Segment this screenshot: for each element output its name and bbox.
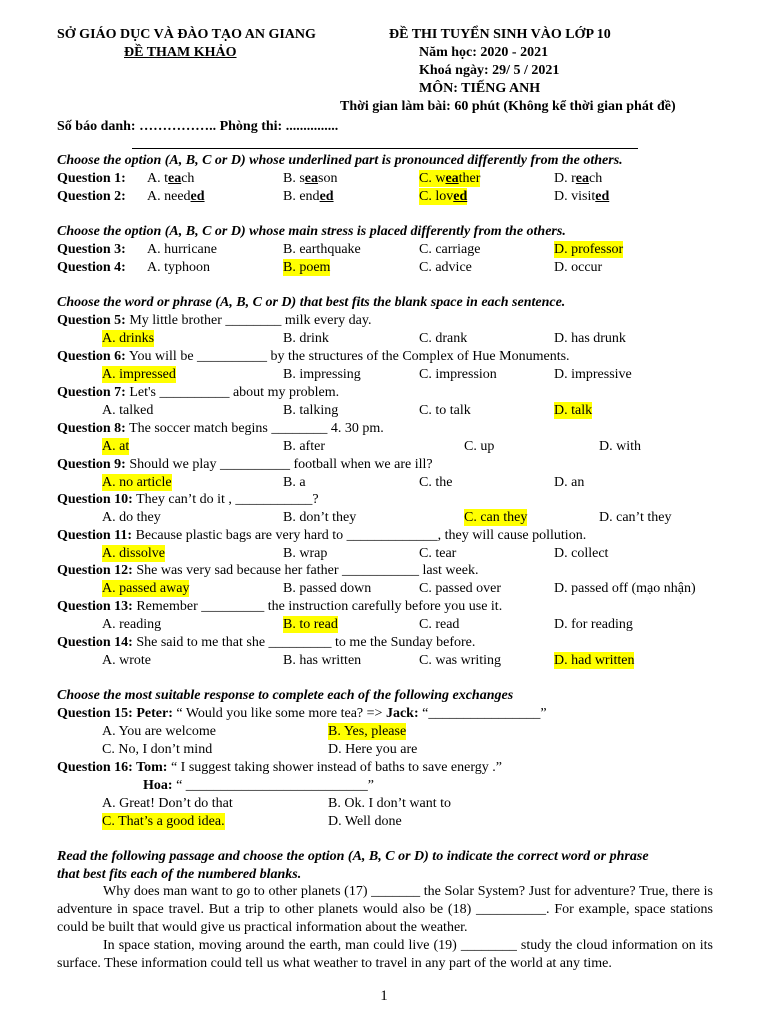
q9-option-c: C. the bbox=[419, 475, 453, 490]
section2-instruction: Choose the option (A, B, C or D) whose main stress is placed differently from the others. bbox=[57, 224, 566, 239]
exam-title: ĐỀ THI TUYỂN SINH VÀO LỚP 10 bbox=[389, 27, 611, 42]
q1-option-a: A. teach bbox=[147, 171, 195, 186]
q7-option-c: C. to talk bbox=[419, 403, 471, 418]
q12-option-c: C. passed over bbox=[419, 581, 502, 596]
q7-option-d: D. talk bbox=[554, 403, 593, 418]
q16-stem: Question 16: Tom: “ I suggest taking shower instead of baths to save energy .” bbox=[57, 760, 502, 775]
exam-type: ĐỀ THAM KHẢO bbox=[124, 45, 237, 60]
q13-stem: Question 13: Remember _________ the instruction carefully before you use it. bbox=[57, 599, 503, 614]
q3-option-d: D. professor bbox=[554, 242, 624, 257]
q12-option-d: D. passed off (mạo nhận) bbox=[554, 581, 696, 596]
q9-stem: Question 9: Should we play __________ football when we are ill? bbox=[57, 457, 433, 472]
q15-option-b: B. Yes, please bbox=[328, 724, 407, 739]
q15-option-c: C. No, I don’t mind bbox=[102, 742, 213, 757]
q2-option-b: B. ended bbox=[283, 189, 334, 204]
q1-option-d: D. reach bbox=[554, 171, 603, 186]
q5-option-d: D. has drunk bbox=[554, 331, 626, 346]
q3-option-b: B. earthquake bbox=[283, 242, 361, 257]
passage-paragraph-1: Why does man want to go to other planets (17) _______ the Solar System? Just for adventure? True, there is adventure in space travel. But a trip to other planets would also be (18) __________. For example, space stations could be built that would give us practical information about the weather. bbox=[57, 884, 713, 935]
section5-instruction-line2: that best fits each of the numbered blanks. bbox=[57, 867, 302, 882]
q11-option-d: D. collect bbox=[554, 546, 609, 561]
q4-label: Question 4: bbox=[57, 260, 126, 275]
q4-option-a: A. typhoon bbox=[147, 260, 210, 275]
q5-option-b: B. drink bbox=[283, 331, 329, 346]
section3-instruction: Choose the word or phrase (A, B, C or D) that best fits the blank space in each sentence. bbox=[57, 295, 566, 310]
q8-option-c: C. up bbox=[464, 439, 495, 454]
q9-option-a: A. no article bbox=[102, 475, 172, 490]
q6-option-c: C. impression bbox=[419, 367, 497, 382]
q10-option-a: A. do they bbox=[102, 510, 161, 525]
q6-option-b: B. impressing bbox=[283, 367, 361, 382]
q10-option-d: D. can’t they bbox=[599, 510, 672, 525]
q12-option-b: B. passed down bbox=[283, 581, 372, 596]
q8-option-b: B. after bbox=[283, 439, 325, 454]
q15-option-a: A. You are welcome bbox=[102, 724, 216, 739]
q4-option-d: D. occur bbox=[554, 260, 603, 275]
exam-subject: MÔN: TIẾNG ANH bbox=[419, 81, 541, 96]
q13-option-d: D. for reading bbox=[554, 617, 633, 632]
school-year: Năm học: 2020 - 2021 bbox=[419, 45, 549, 60]
header-divider bbox=[132, 148, 638, 149]
q1-option-b: B. season bbox=[283, 171, 338, 186]
q2-option-d: D. visited bbox=[554, 189, 610, 204]
q9-option-b: B. a bbox=[283, 475, 306, 490]
reading-passage bbox=[57, 883, 713, 973]
q3-option-c: C. carriage bbox=[419, 242, 481, 257]
q2-label: Question 2: bbox=[57, 189, 126, 204]
q3-label: Question 3: bbox=[57, 242, 126, 257]
q5-option-c: C. drank bbox=[419, 331, 468, 346]
q7-stem: Question 7: Let's __________ about my problem. bbox=[57, 385, 340, 400]
q4-option-c: C. advice bbox=[419, 260, 472, 275]
q11-option-a: A. dissolve bbox=[102, 546, 165, 561]
q14-option-b: B. has written bbox=[283, 653, 362, 668]
q15-option-d: D. Here you are bbox=[328, 742, 418, 757]
sbd-dots: …………….. bbox=[139, 119, 220, 134]
q8-option-d: D. with bbox=[599, 439, 641, 454]
q5-option-a: A. drinks bbox=[102, 331, 155, 346]
passage-paragraph-2: In space station, moving around the earth, man could live (19) ________ study the cloud information on its surface. These information could tell us what weather to travel in any part of the world at any time. bbox=[57, 938, 713, 971]
department-name: SỞ GIÁO DỤC VÀ ĐÀO TẠO AN GIANG bbox=[57, 27, 316, 42]
room-dots: ............... bbox=[282, 119, 339, 134]
q7-option-a: A. talked bbox=[102, 403, 154, 418]
q9-option-d: D. an bbox=[554, 475, 585, 490]
q10-stem: Question 10: They can’t do it , ___________? bbox=[57, 492, 319, 507]
q13-option-c: C. read bbox=[419, 617, 460, 632]
q8-option-a: A. at bbox=[102, 439, 130, 454]
q14-option-c: C. was writing bbox=[419, 653, 502, 668]
q6-option-a: A. impressed bbox=[102, 367, 176, 382]
room-label: Phòng thi: bbox=[219, 119, 283, 134]
q13-option-a: A. reading bbox=[102, 617, 162, 632]
q6-stem: Question 6: You will be __________ by the structures of the Complex of Hue Monuments. bbox=[57, 349, 570, 364]
q12-stem: Question 12: She was very sad because her father ___________ last week. bbox=[57, 563, 479, 578]
q13-option-b: B. to read bbox=[283, 617, 338, 632]
q3-option-a: A. hurricane bbox=[147, 242, 217, 257]
q16-option-a: A. Great! Don’t do that bbox=[102, 796, 233, 811]
q15-stem: Question 15: Peter: “ Would you like some more tea? => Jack: “________________” bbox=[57, 706, 547, 721]
q2-option-a: A. needed bbox=[147, 189, 205, 204]
q6-option-d: D. impressive bbox=[554, 367, 632, 382]
q1-label: Question 1: bbox=[57, 171, 126, 186]
exam-duration: Thời gian làm bài: 60 phút (Không kể thời gian phát đề) bbox=[340, 99, 676, 114]
q16-option-c: C. That’s a good idea. bbox=[102, 814, 225, 829]
section1-instruction: Choose the option (A, B, C or D) whose underlined part is pronounced differently from the others. bbox=[57, 153, 623, 168]
q14-stem: Question 14: She said to me that she _________ to me the Sunday before. bbox=[57, 635, 476, 650]
q12-option-a: A. passed away bbox=[102, 581, 190, 596]
q2-option-c: C. loved bbox=[419, 189, 468, 204]
q7-option-b: B. talking bbox=[283, 403, 339, 418]
q11-option-b: B. wrap bbox=[283, 546, 328, 561]
q14-option-d: D. had written bbox=[554, 653, 635, 668]
q16-option-d: D. Well done bbox=[328, 814, 402, 829]
section5-instruction-line1: Read the following passage and choose the option (A, B, C or D) to indicate the correct word or phrase bbox=[57, 849, 649, 864]
q5-stem: Question 5: My little brother ________ milk every day. bbox=[57, 313, 372, 328]
candidate-info bbox=[57, 118, 338, 135]
q8-stem: Question 8: The soccer match begins ________ 4. 30 pm. bbox=[57, 421, 384, 436]
sbd-label: Số báo danh: bbox=[57, 119, 136, 134]
q16-hoa-line: Hoa: “ __________________________” bbox=[143, 778, 374, 793]
q10-option-b: B. don’t they bbox=[283, 510, 357, 525]
q14-option-a: A. wrote bbox=[102, 653, 151, 668]
q1-option-c: C. weather bbox=[419, 171, 481, 186]
q11-option-c: C. tear bbox=[419, 546, 457, 561]
q11-stem: Question 11: Because plastic bags are very hard to _____________, they will cause pollution. bbox=[57, 528, 587, 543]
page-number: 1 bbox=[380, 988, 388, 1004]
q16-option-b: B. Ok. I don’t want to bbox=[328, 796, 452, 811]
exam-date: Khoá ngày: 29/ 5 / 2021 bbox=[419, 63, 560, 78]
section4-instruction: Choose the most suitable response to complete each of the following exchanges bbox=[57, 688, 514, 703]
q10-option-c: C. can they bbox=[464, 510, 528, 525]
q4-option-b: B. poem bbox=[283, 260, 331, 275]
